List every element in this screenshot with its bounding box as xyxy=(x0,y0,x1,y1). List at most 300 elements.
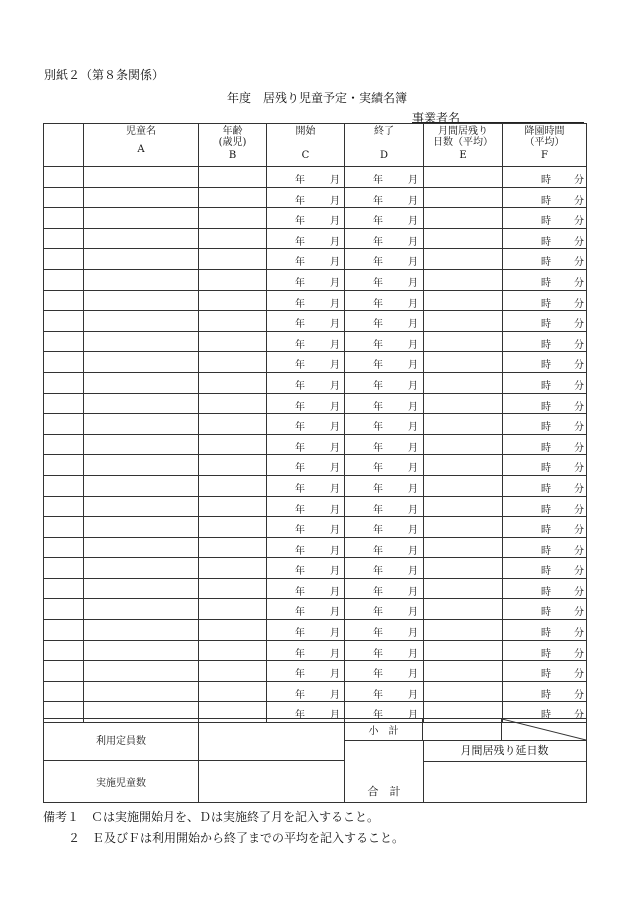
age-cell[interactable] xyxy=(199,661,267,682)
end-month-cell[interactable] xyxy=(345,167,424,188)
row-index-cell[interactable] xyxy=(44,269,84,290)
child-name-cell[interactable] xyxy=(84,167,199,188)
actual-count-value[interactable] xyxy=(199,761,345,803)
year-unit: 年 xyxy=(373,422,383,434)
minute-unit: 分 xyxy=(574,628,584,640)
year-unit: 年 xyxy=(295,175,305,186)
end-month-cell[interactable] xyxy=(345,269,424,290)
minute-unit: 分 xyxy=(574,257,584,269)
end-month-cell[interactable] xyxy=(345,661,424,682)
month-unit: 月 xyxy=(408,463,418,475)
month-unit: 月 xyxy=(330,607,340,619)
days-cell[interactable] xyxy=(424,208,503,229)
hour-unit: 時 xyxy=(541,195,551,207)
child-name-cell[interactable] xyxy=(84,681,199,702)
days-header-sub: 日数（平均） xyxy=(433,137,493,148)
end-month-cell[interactable] xyxy=(345,352,424,373)
month-unit: 月 xyxy=(330,175,340,186)
end-month-cell[interactable] xyxy=(345,249,424,270)
start-month-cell[interactable] xyxy=(267,517,345,538)
year-unit: 年 xyxy=(295,319,305,331)
end-month-cell[interactable] xyxy=(345,578,424,599)
age-cell[interactable] xyxy=(199,187,267,208)
child-name-cell[interactable] xyxy=(84,620,199,641)
minute-unit: 分 xyxy=(574,545,584,557)
child-name-cell[interactable] xyxy=(84,640,199,661)
age-cell[interactable] xyxy=(199,681,267,702)
leave-time-cell[interactable] xyxy=(503,599,587,620)
age-cell[interactable] xyxy=(199,599,267,620)
start-month-cell[interactable] xyxy=(267,681,345,702)
table-row xyxy=(44,475,587,496)
child-name-cell[interactable] xyxy=(84,352,199,373)
minute-unit: 分 xyxy=(574,339,584,351)
age-cell[interactable] xyxy=(199,578,267,599)
minute-unit: 分 xyxy=(574,607,584,619)
days-cell[interactable] xyxy=(424,352,503,373)
leave-time-cell[interactable] xyxy=(503,681,587,702)
leave-time-cell[interactable] xyxy=(503,517,587,538)
start-header-code: C xyxy=(301,150,310,161)
month-unit: 月 xyxy=(408,401,418,413)
start-month-cell[interactable] xyxy=(267,331,345,352)
days-cell[interactable] xyxy=(424,393,503,414)
child-name-cell[interactable] xyxy=(84,290,199,311)
hour-unit: 時 xyxy=(541,710,551,722)
year-unit: 年 xyxy=(295,648,305,660)
actual-count-label: 実施児童数 xyxy=(44,761,199,803)
start-month-cell[interactable] xyxy=(267,311,345,332)
start-month-cell[interactable] xyxy=(267,558,345,579)
end-month-cell[interactable] xyxy=(345,208,424,229)
age-cell[interactable] xyxy=(199,208,267,229)
leave-time-cell[interactable] xyxy=(503,290,587,311)
child-name-cell[interactable] xyxy=(84,414,199,435)
year-unit: 年 xyxy=(373,401,383,413)
row-index-cell[interactable] xyxy=(44,228,84,249)
hour-unit: 時 xyxy=(541,525,551,537)
row-index-cell[interactable] xyxy=(44,393,84,414)
month-unit: 月 xyxy=(330,380,340,392)
age-cell[interactable] xyxy=(199,331,267,352)
table-row xyxy=(44,290,587,311)
leave-time-cell[interactable] xyxy=(503,661,587,682)
start-month-cell[interactable] xyxy=(267,434,345,455)
child-name-cell[interactable] xyxy=(84,269,199,290)
month-unit: 月 xyxy=(408,339,418,351)
child-name-cell[interactable] xyxy=(84,599,199,620)
child-name-cell[interactable] xyxy=(84,228,199,249)
leave-time-cell[interactable] xyxy=(503,414,587,435)
year-unit: 年 xyxy=(295,339,305,351)
month-unit: 月 xyxy=(330,236,340,248)
leave-time-cell[interactable] xyxy=(503,311,587,332)
age-cell[interactable] xyxy=(199,455,267,476)
row-index-cell[interactable] xyxy=(44,352,84,373)
month-unit: 月 xyxy=(330,216,340,228)
row-index-cell[interactable] xyxy=(44,208,84,229)
year-unit: 年 xyxy=(295,566,305,578)
leave-time-cell[interactable] xyxy=(503,578,587,599)
table-row xyxy=(44,578,587,599)
days-cell[interactable] xyxy=(424,640,503,661)
start-month-cell[interactable] xyxy=(267,208,345,229)
leave-time-cell[interactable] xyxy=(503,208,587,229)
start-month-cell[interactable] xyxy=(267,228,345,249)
age-cell[interactable] xyxy=(199,558,267,579)
start-month-cell[interactable] xyxy=(267,372,345,393)
total-label: 合 計 xyxy=(367,785,401,798)
year-unit: 年 xyxy=(295,710,305,722)
row-index-cell[interactable] xyxy=(44,537,84,558)
hour-unit: 時 xyxy=(541,566,551,578)
table-row xyxy=(44,414,587,435)
row-index-cell[interactable] xyxy=(44,434,84,455)
table-row xyxy=(44,537,587,558)
child-name-cell[interactable] xyxy=(84,661,199,682)
leave-time-cell[interactable] xyxy=(503,640,587,661)
days-cell[interactable] xyxy=(424,558,503,579)
totals-block xyxy=(345,741,587,803)
days-cell[interactable] xyxy=(424,228,503,249)
end-month-cell[interactable] xyxy=(345,372,424,393)
year-unit: 年 xyxy=(373,669,383,681)
row-index-cell[interactable] xyxy=(44,599,84,620)
month-unit: 月 xyxy=(330,257,340,269)
capacity-value[interactable] xyxy=(199,719,345,761)
leave-time-header xyxy=(503,124,587,167)
diagonal-strike xyxy=(502,719,586,740)
start-month-cell[interactable] xyxy=(267,640,345,661)
end-month-cell[interactable] xyxy=(345,228,424,249)
minute-unit: 分 xyxy=(574,422,584,434)
month-unit: 月 xyxy=(408,195,418,207)
age-cell[interactable] xyxy=(199,393,267,414)
days-cell[interactable] xyxy=(424,475,503,496)
start-month-cell[interactable] xyxy=(267,599,345,620)
year-unit: 年 xyxy=(295,669,305,681)
child-name-cell[interactable] xyxy=(84,475,199,496)
year-unit: 年 xyxy=(295,236,305,248)
age-cell[interactable] xyxy=(199,352,267,373)
row-index-cell[interactable] xyxy=(44,578,84,599)
end-month-cell[interactable] xyxy=(345,311,424,332)
days-cell[interactable] xyxy=(424,372,503,393)
year-unit: 年 xyxy=(373,566,383,578)
start-header-label: 開始 xyxy=(295,126,316,137)
start-month-cell[interactable] xyxy=(267,249,345,270)
child-name-cell[interactable] xyxy=(84,517,199,538)
hour-unit: 時 xyxy=(541,669,551,681)
child-name-header-label: 児童名 xyxy=(126,126,156,137)
start-month-cell[interactable] xyxy=(267,352,345,373)
child-name-cell[interactable] xyxy=(84,496,199,517)
row-index-cell[interactable] xyxy=(44,331,84,352)
table-row xyxy=(44,455,587,476)
end-month-cell[interactable] xyxy=(345,290,424,311)
minute-unit: 分 xyxy=(574,566,584,578)
row-index-cell[interactable] xyxy=(44,620,84,641)
age-cell[interactable] xyxy=(199,290,267,311)
minute-unit: 分 xyxy=(574,689,584,701)
minute-unit: 分 xyxy=(574,710,584,722)
month-unit: 月 xyxy=(408,175,418,186)
leave-time-cell[interactable] xyxy=(503,620,587,641)
start-month-cell[interactable] xyxy=(267,537,345,558)
start-month-cell[interactable] xyxy=(267,269,345,290)
end-month-cell[interactable] xyxy=(345,434,424,455)
end-month-cell[interactable] xyxy=(345,640,424,661)
row-index-cell[interactable] xyxy=(44,517,84,538)
year-unit: 年 xyxy=(295,277,305,289)
month-unit: 月 xyxy=(408,380,418,392)
end-month-cell[interactable] xyxy=(345,496,424,517)
days-cell[interactable] xyxy=(424,496,503,517)
leave-time-cell[interactable] xyxy=(503,558,587,579)
row-index-cell[interactable] xyxy=(44,661,84,682)
row-index-cell[interactable] xyxy=(44,167,84,188)
year-unit: 年 xyxy=(295,360,305,372)
child-name-cell[interactable] xyxy=(84,249,199,270)
age-cell[interactable] xyxy=(199,414,267,435)
month-unit: 月 xyxy=(408,669,418,681)
leave-time-cell[interactable] xyxy=(503,269,587,290)
minute-unit: 分 xyxy=(574,442,584,454)
days-cell[interactable] xyxy=(424,517,503,538)
child-name-cell[interactable] xyxy=(84,558,199,579)
age-cell[interactable] xyxy=(199,269,267,290)
end-month-cell[interactable] xyxy=(345,599,424,620)
days-cell[interactable] xyxy=(424,167,503,188)
age-cell[interactable] xyxy=(199,249,267,270)
start-month-cell[interactable] xyxy=(267,620,345,641)
month-unit: 月 xyxy=(408,483,418,495)
child-name-cell[interactable] xyxy=(84,208,199,229)
month-unit: 月 xyxy=(408,319,418,331)
child-name-header xyxy=(84,124,199,167)
age-cell[interactable] xyxy=(199,640,267,661)
days-header-label: 月間居残り xyxy=(438,126,488,137)
month-unit: 月 xyxy=(330,360,340,372)
start-month-cell[interactable] xyxy=(267,496,345,517)
table-row xyxy=(44,311,587,332)
hour-unit: 時 xyxy=(541,339,551,351)
end-month-cell[interactable] xyxy=(345,393,424,414)
row-index-cell[interactable] xyxy=(44,681,84,702)
row-index-cell[interactable] xyxy=(44,455,84,476)
age-cell[interactable] xyxy=(199,434,267,455)
year-unit: 年 xyxy=(373,236,383,248)
minute-unit: 分 xyxy=(574,463,584,475)
row-index-cell[interactable] xyxy=(44,640,84,661)
month-unit: 月 xyxy=(330,628,340,640)
age-cell[interactable] xyxy=(199,228,267,249)
end-month-cell[interactable] xyxy=(345,414,424,435)
child-name-cell[interactable] xyxy=(84,537,199,558)
hour-unit: 時 xyxy=(541,277,551,289)
start-month-cell[interactable] xyxy=(267,290,345,311)
end-header-code: D xyxy=(379,150,389,161)
child-name-cell[interactable] xyxy=(84,311,199,332)
leave-time-cell[interactable] xyxy=(503,455,587,476)
row-index-cell[interactable] xyxy=(44,372,84,393)
end-month-cell[interactable] xyxy=(345,187,424,208)
note-2: ２ Ｅ及びＦは利用開始から終了までの平均を記入すること。 xyxy=(68,831,405,845)
minute-unit: 分 xyxy=(574,380,584,392)
month-unit: 月 xyxy=(408,257,418,269)
table-row xyxy=(44,558,587,579)
year-unit: 年 xyxy=(295,195,305,207)
year-unit: 年 xyxy=(295,504,305,516)
month-unit: 月 xyxy=(330,339,340,351)
end-month-cell[interactable] xyxy=(345,455,424,476)
minute-unit: 分 xyxy=(574,483,584,495)
hour-unit: 時 xyxy=(541,545,551,557)
hour-unit: 時 xyxy=(541,380,551,392)
days-cell[interactable] xyxy=(424,620,503,641)
age-cell[interactable] xyxy=(199,475,267,496)
days-cell[interactable] xyxy=(424,681,503,702)
year-unit: 年 xyxy=(295,257,305,269)
days-cell[interactable] xyxy=(424,249,503,270)
hour-unit: 時 xyxy=(541,628,551,640)
age-cell[interactable] xyxy=(199,620,267,641)
row-index-cell[interactable] xyxy=(44,187,84,208)
child-name-cell[interactable] xyxy=(84,331,199,352)
child-name-cell[interactable] xyxy=(84,578,199,599)
start-month-cell[interactable] xyxy=(267,475,345,496)
child-name-cell[interactable] xyxy=(84,434,199,455)
year-unit: 年 xyxy=(295,380,305,392)
end-month-cell[interactable] xyxy=(345,681,424,702)
month-unit: 月 xyxy=(330,545,340,557)
child-name-cell[interactable] xyxy=(84,372,199,393)
hour-unit: 時 xyxy=(541,689,551,701)
leave-time-cell[interactable] xyxy=(503,393,587,414)
age-cell[interactable] xyxy=(199,167,267,188)
row-index-cell[interactable] xyxy=(44,414,84,435)
leave-time-cell[interactable] xyxy=(503,352,587,373)
row-index-cell[interactable] xyxy=(44,475,84,496)
leave-time-cell[interactable] xyxy=(503,331,587,352)
days-cell[interactable] xyxy=(424,290,503,311)
leave-time-cell[interactable] xyxy=(503,228,587,249)
age-header-label: 年齢 xyxy=(222,126,243,137)
month-unit: 月 xyxy=(330,319,340,331)
age-cell[interactable] xyxy=(199,537,267,558)
row-index-cell[interactable] xyxy=(44,249,84,270)
month-unit: 月 xyxy=(408,689,418,701)
year-unit: 年 xyxy=(373,545,383,557)
days-cell[interactable] xyxy=(424,311,503,332)
end-month-cell[interactable] xyxy=(345,517,424,538)
summary-table xyxy=(43,718,587,803)
days-cell[interactable] xyxy=(424,661,503,682)
end-month-cell[interactable] xyxy=(345,537,424,558)
age-cell[interactable] xyxy=(199,311,267,332)
leave-time-cell[interactable] xyxy=(503,537,587,558)
hour-unit: 時 xyxy=(541,401,551,413)
leave-time-cell[interactable] xyxy=(503,434,587,455)
days-cell[interactable] xyxy=(424,578,503,599)
days-cell[interactable] xyxy=(424,455,503,476)
minute-unit: 分 xyxy=(574,319,584,331)
month-unit: 月 xyxy=(330,442,340,454)
child-name-cell[interactable] xyxy=(84,393,199,414)
leave-time-cell[interactable] xyxy=(503,372,587,393)
row-index-cell[interactable] xyxy=(44,311,84,332)
hour-unit: 時 xyxy=(541,504,551,516)
leave-time-cell[interactable] xyxy=(503,475,587,496)
month-unit: 月 xyxy=(330,525,340,537)
start-month-cell[interactable] xyxy=(267,393,345,414)
end-month-cell[interactable] xyxy=(345,558,424,579)
days-cell[interactable] xyxy=(424,599,503,620)
leave-time-cell[interactable] xyxy=(503,249,587,270)
days-cell[interactable] xyxy=(424,537,503,558)
leave-time-cell[interactable] xyxy=(503,496,587,517)
age-cell[interactable] xyxy=(199,517,267,538)
form-reference: 別紙２（第８条関係） xyxy=(44,68,165,82)
month-unit: 月 xyxy=(408,545,418,557)
start-month-cell[interactable] xyxy=(267,578,345,599)
year-unit: 年 xyxy=(295,628,305,640)
table-row xyxy=(44,269,587,290)
end-month-cell[interactable] xyxy=(345,620,424,641)
row-index-cell[interactable] xyxy=(44,496,84,517)
row-index-cell[interactable] xyxy=(44,290,84,311)
days-cell[interactable] xyxy=(424,269,503,290)
minute-unit: 分 xyxy=(574,216,584,228)
year-unit: 年 xyxy=(373,319,383,331)
end-month-cell[interactable] xyxy=(345,331,424,352)
days-cell[interactable] xyxy=(424,434,503,455)
start-month-cell[interactable] xyxy=(267,167,345,188)
end-month-cell[interactable] xyxy=(345,475,424,496)
age-cell[interactable] xyxy=(199,496,267,517)
year-unit: 年 xyxy=(373,257,383,269)
start-month-cell[interactable] xyxy=(267,414,345,435)
subtotal-value[interactable] xyxy=(423,719,502,741)
row-index-cell[interactable] xyxy=(44,558,84,579)
year-unit: 年 xyxy=(373,380,383,392)
month-unit: 月 xyxy=(408,277,418,289)
start-month-cell[interactable] xyxy=(267,455,345,476)
days-cell[interactable] xyxy=(424,331,503,352)
days-cell[interactable] xyxy=(424,187,503,208)
table-row xyxy=(44,620,587,641)
hour-unit: 時 xyxy=(541,607,551,619)
month-unit: 月 xyxy=(330,483,340,495)
child-name-cell[interactable] xyxy=(84,187,199,208)
start-month-cell[interactable] xyxy=(267,661,345,682)
month-unit: 月 xyxy=(330,401,340,413)
age-cell[interactable] xyxy=(199,372,267,393)
hour-unit: 時 xyxy=(541,319,551,331)
age-header xyxy=(199,124,267,167)
table-row xyxy=(44,434,587,455)
child-name-cell[interactable] xyxy=(84,455,199,476)
start-month-cell[interactable] xyxy=(267,187,345,208)
year-unit: 年 xyxy=(295,607,305,619)
year-unit: 年 xyxy=(295,216,305,228)
age-header-sub: (歳児) xyxy=(218,137,247,148)
days-cell[interactable] xyxy=(424,414,503,435)
month-unit: 月 xyxy=(330,586,340,598)
leave-time-cell[interactable] xyxy=(503,187,587,208)
year-unit: 年 xyxy=(295,545,305,557)
leave-time-cell[interactable] xyxy=(503,167,587,188)
